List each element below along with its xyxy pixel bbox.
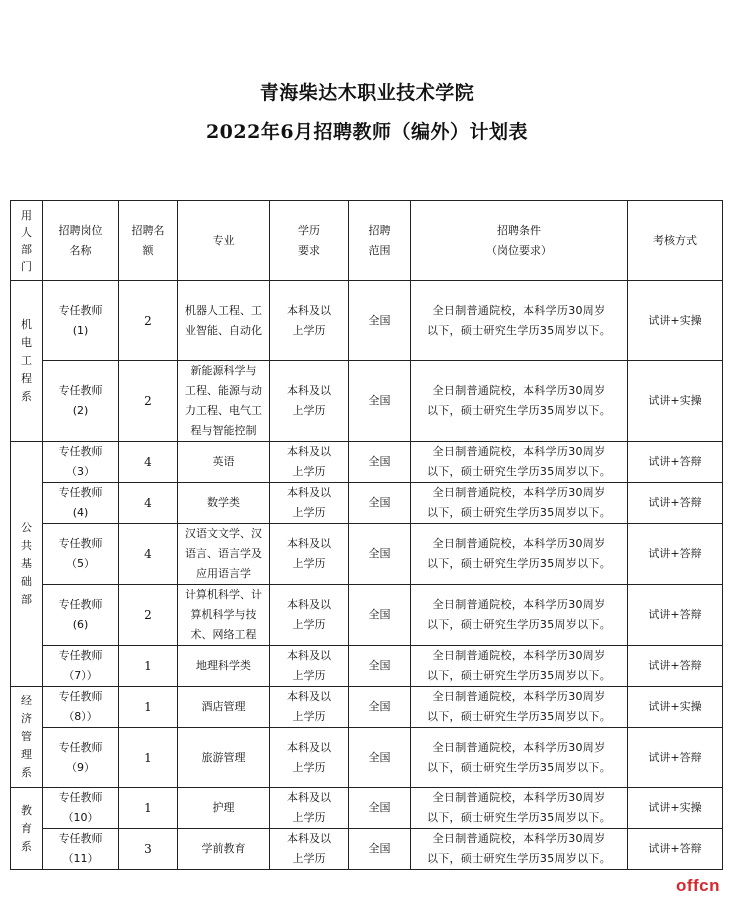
table-row: [11, 524, 723, 585]
major-cell: 学前教育: [178, 829, 270, 870]
scope-cell: 全国: [349, 483, 411, 524]
scope-cell: 全国: [349, 361, 411, 442]
table-row: [11, 829, 723, 870]
dept-cell: 公 共 基 础 部: [11, 442, 43, 687]
header-major: 专业: [178, 201, 270, 281]
major-cell: 护理: [178, 788, 270, 829]
exam-cell: 试讲+答辩: [628, 728, 723, 788]
count-cell: 1: [119, 687, 178, 728]
position-cell: 专任教师 （10）: [43, 788, 119, 829]
count-cell: 3: [119, 829, 178, 870]
major-cell: 酒店管理: [178, 687, 270, 728]
cond-cell: 全日制普通院校，本科学历30周岁 以下，硕士研究生学历35周岁以下。: [411, 524, 628, 585]
header-scope: 招聘 范围: [349, 201, 411, 281]
recruitment-plan-table: [10, 200, 723, 870]
position-cell: 专任教师 （5）: [43, 524, 119, 585]
scope-cell: 全国: [349, 585, 411, 646]
table-row: [11, 788, 723, 829]
cond-cell: 全日制普通院校，本科学历30周岁 以下，硕士研究生学历35周岁以下。: [411, 728, 628, 788]
edu-cell: 本科及以 上学历: [270, 281, 349, 361]
table-row: [11, 646, 723, 687]
table-row: [11, 281, 723, 361]
exam-cell: 试讲+答辩: [628, 483, 723, 524]
position-cell: 专任教师 (4): [43, 483, 119, 524]
edu-cell: 本科及以 上学历: [270, 728, 349, 788]
exam-cell: 试讲+实操: [628, 281, 723, 361]
exam-cell: 试讲+实操: [628, 361, 723, 442]
count-cell: 2: [119, 281, 178, 361]
count-cell: 2: [119, 361, 178, 442]
exam-cell: 试讲+答辩: [628, 524, 723, 585]
position-cell: 专任教师 (6): [43, 585, 119, 646]
position-cell: 专任教师 （7））: [43, 646, 119, 687]
header-edu: 学历 要求: [270, 201, 349, 281]
doc-title-line2: 2022年6月招聘教师（编外）计划表: [205, 121, 529, 143]
offcn-watermark: offcn: [675, 876, 720, 895]
count-cell: 4: [119, 442, 178, 483]
cond-cell: 全日制普通院校，本科学历30周岁 以下，硕士研究生学历35周岁以下。: [411, 829, 628, 870]
count-cell: 1: [119, 728, 178, 788]
count-cell: 4: [119, 483, 178, 524]
table-row: [11, 585, 723, 646]
edu-cell: 本科及以 上学历: [270, 788, 349, 829]
cond-cell: 全日制普通院校，本科学历30周岁 以下，硕士研究生学历35周岁以下。: [411, 281, 628, 361]
table-row: [11, 687, 723, 728]
edu-cell: 本科及以 上学历: [270, 829, 349, 870]
scope-cell: 全国: [349, 281, 411, 361]
edu-cell: 本科及以 上学历: [270, 687, 349, 728]
edu-cell: 本科及以 上学历: [270, 524, 349, 585]
count-cell: 1: [119, 646, 178, 687]
edu-cell: 本科及以 上学历: [270, 646, 349, 687]
edu-cell: 本科及以 上学历: [270, 361, 349, 442]
table-row: [11, 728, 723, 788]
table-row: [11, 361, 723, 442]
major-cell: 地理科学类: [178, 646, 270, 687]
cond-cell: 全日制普通院校，本科学历30周岁 以下，硕士研究生学历35周岁以下。: [411, 361, 628, 442]
cond-cell: 全日制普通院校，本科学历30周岁 以下，硕士研究生学历35周岁以下。: [411, 687, 628, 728]
cond-cell: 全日制普通院校，本科学历30周岁 以下，硕士研究生学历35周岁以下。: [411, 585, 628, 646]
position-cell: 专任教师 (1): [43, 281, 119, 361]
major-cell: 数学类: [178, 483, 270, 524]
cond-cell: 全日制普通院校，本科学历30周岁 以下，硕士研究生学历35周岁以下。: [411, 483, 628, 524]
major-cell: 旅游管理: [178, 728, 270, 788]
exam-cell: 试讲+实操: [628, 687, 723, 728]
count-cell: 4: [119, 524, 178, 585]
exam-cell: 试讲+答辩: [628, 646, 723, 687]
dept-cell: 经 济 管 理 系: [11, 687, 43, 788]
exam-cell: 试讲+答辩: [628, 829, 723, 870]
edu-cell: 本科及以 上学历: [270, 442, 349, 483]
header-position: 招聘岗位 名称: [43, 201, 119, 281]
scope-cell: 全国: [349, 442, 411, 483]
doc-title-line1: 青海柴达木职业技术学院: [259, 82, 475, 104]
scope-cell: 全国: [349, 829, 411, 870]
scope-cell: 全国: [349, 788, 411, 829]
header-cond: 招聘条件 （岗位要求）: [411, 201, 628, 281]
position-cell: 专任教师 （11）: [43, 829, 119, 870]
edu-cell: 本科及以 上学历: [270, 585, 349, 646]
major-cell: 计算机科学、计 算机科学与技 术、网络工程: [178, 585, 270, 646]
edu-cell: 本科及以 上学历: [270, 483, 349, 524]
count-cell: 1: [119, 788, 178, 829]
major-cell: 英语: [178, 442, 270, 483]
exam-cell: 试讲+答辩: [628, 585, 723, 646]
exam-cell: 试讲+实操: [628, 788, 723, 829]
scope-cell: 全国: [349, 687, 411, 728]
scope-cell: 全国: [349, 524, 411, 585]
major-cell: 机器人工程、工 业智能、自动化: [178, 281, 270, 361]
header-exam: 考核方式: [628, 201, 723, 281]
cond-cell: 全日制普通院校，本科学历30周岁 以下，硕士研究生学历35周岁以下。: [411, 442, 628, 483]
major-cell: 新能源科学与 工程、能源与动 力工程、电气工 程与智能控制: [178, 361, 270, 442]
table-row: [11, 483, 723, 524]
count-cell: 2: [119, 585, 178, 646]
position-cell: 专任教师 （3）: [43, 442, 119, 483]
major-cell: 汉语文文学、汉 语言、语言学及 应用语言学: [178, 524, 270, 585]
header-dept: 用 人 部 门: [11, 201, 43, 281]
position-cell: 专任教师 （8））: [43, 687, 119, 728]
dept-cell: 教 育 系: [11, 788, 43, 870]
position-cell: 专任教师 (2): [43, 361, 119, 442]
scope-cell: 全国: [349, 646, 411, 687]
header-row: [11, 201, 723, 281]
dept-cell: 机 电 工 程 系: [11, 281, 43, 442]
scope-cell: 全国: [349, 728, 411, 788]
table-row: [11, 442, 723, 483]
exam-cell: 试讲+答辩: [628, 442, 723, 483]
position-cell: 专任教师 （9）: [43, 728, 119, 788]
cond-cell: 全日制普通院校，本科学历30周岁 以下，硕士研究生学历35周岁以下。: [411, 788, 628, 829]
header-count: 招聘名 额: [119, 201, 178, 281]
cond-cell: 全日制普通院校，本科学历30周岁 以下，硕士研究生学历35周岁以下。: [411, 646, 628, 687]
